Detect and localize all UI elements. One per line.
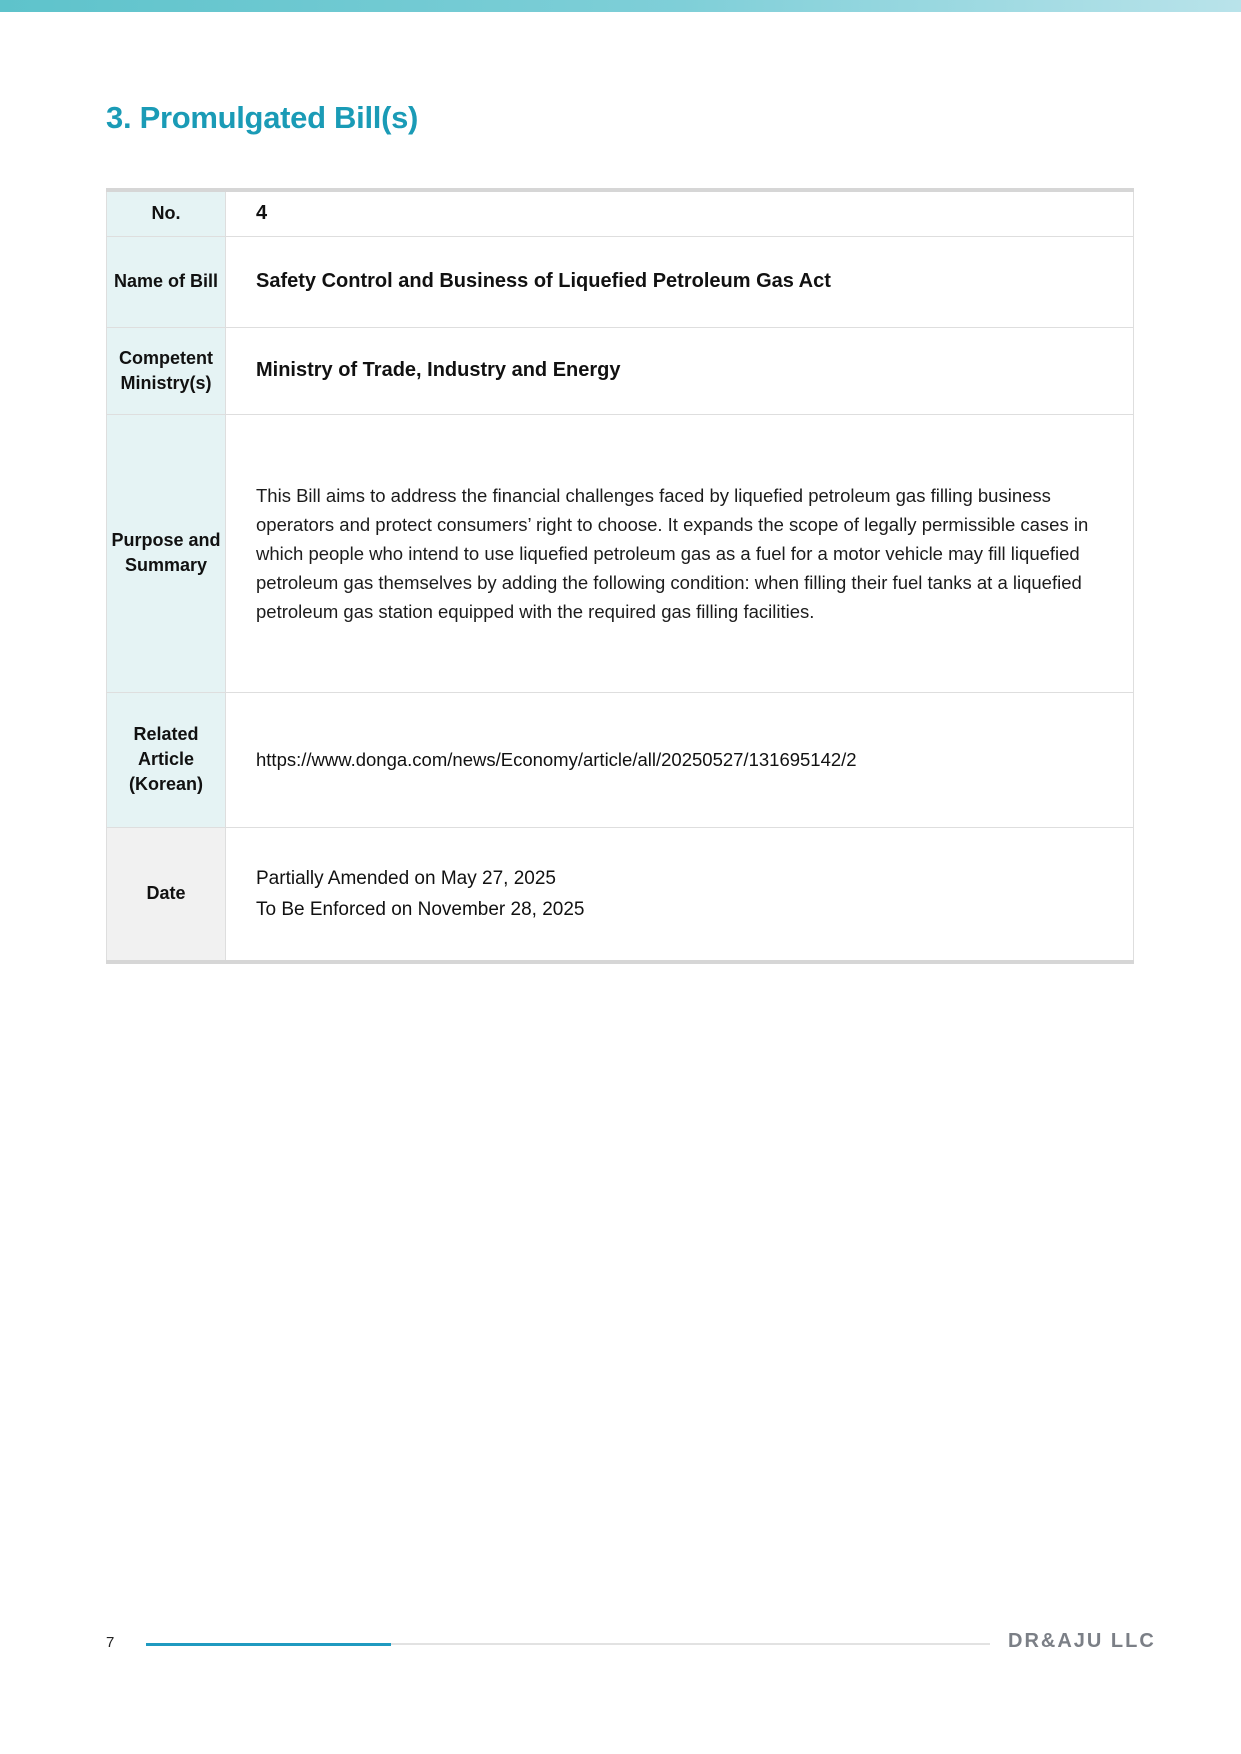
label-bill-name-text: Name of Bill [113, 271, 219, 291]
label-ministry [107, 327, 226, 414]
label-date-text: Date [146, 883, 186, 904]
label-summary [107, 414, 226, 692]
label-summary-text: Purpose and Summary [111, 530, 221, 575]
table-row-date [107, 827, 1134, 962]
value-bill-name: Safety Control and Business of Liquefied Petroleum Gas Act [226, 236, 1134, 327]
footer-progress-line [146, 1643, 990, 1645]
label-ministry-text: Competent Ministry(s) [119, 347, 213, 393]
table-row-summary [107, 414, 1134, 692]
date-enforced: To Be Enforced on November 28, 2025 [256, 898, 585, 920]
footer-brand-logo: DR&AJU LLC [1008, 1630, 1156, 1652]
label-article [107, 692, 226, 827]
value-article-link[interactable]: https://www.donga.com/news/Economy/article/all/20250527/131695142/2 [226, 692, 1134, 827]
table-row-ministry [107, 327, 1134, 414]
label-number-text: No. [151, 203, 181, 224]
value-number: 4 [226, 190, 1134, 236]
table-row-article [107, 692, 1134, 827]
footer-progress-fill [146, 1643, 391, 1646]
top-accent-bar [0, 0, 1241, 12]
date-amended: Partially Amended on May 27, 2025 [256, 867, 556, 889]
value-ministry: Ministry of Trade, Industry and Energy [226, 327, 1134, 414]
value-date [226, 827, 1134, 962]
bill-info-table [106, 188, 1134, 964]
page-number: 7 [106, 1634, 115, 1651]
section-title: 3. Promulgated Bill(s) [106, 100, 419, 135]
label-number [107, 190, 226, 236]
value-summary: This Bill aims to address the financial challenges faced by liquefied petroleum gas filling business operators and protect consumers’ right to choose. It expands the scope of legally permissible cases in which people who intend to use liquefied petroleum gas as a fuel for a motor vehicle may fill liquefied petroleum gas themselves by adding the following condition: when filling their fuel tanks at a liquefied petroleum gas station equipped with the required gas filling facilities. [226, 414, 1134, 692]
label-article-text: Related Article (Korean) [128, 724, 203, 794]
label-bill-name [107, 236, 226, 327]
table-row-number [107, 190, 1134, 236]
table-row-bill-name [107, 236, 1134, 327]
label-date [107, 827, 226, 962]
